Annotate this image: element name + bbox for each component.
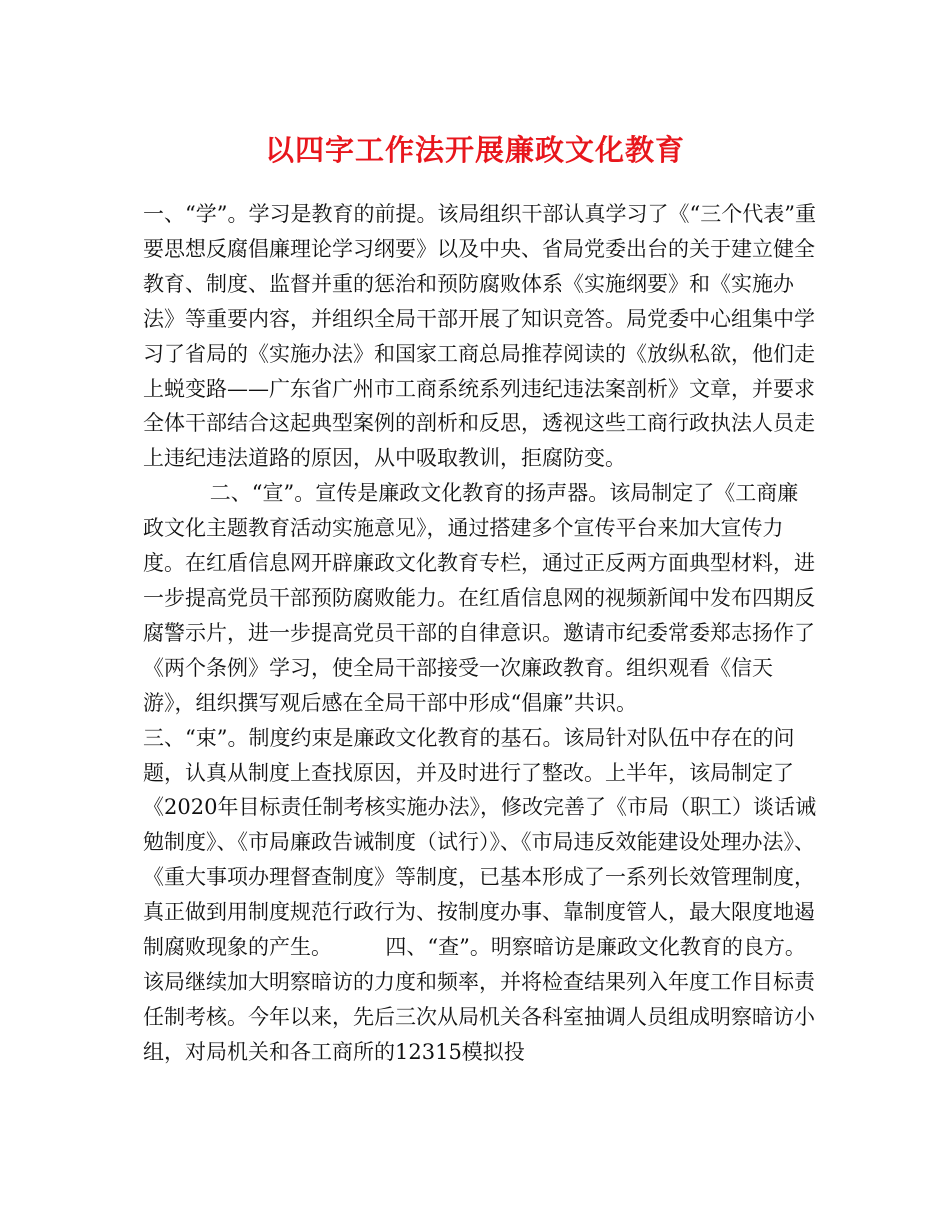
document-body: 一、“学”。学习是教育的前提。该局组织干部认真学习了《“三个代表”重要思想反腐倡廉理论学习纲要》以及中央、省局党委出台的关于建立健全教育、制度、监督并重的惩治和预防腐败体系《实施纲要》和《实施办法》等重要内容，并组织全局干部开展了知识竞答。局党委中心组集中学习了省局的《实施办法》和国家工商总局推荐阅读的《放纵私欲，他们走上蜕变路——广东省广州市工商系统系列违纪违法案剖析》文章，并要求全体干部结合这起典型案例的剖析和反思，透视这些工商行政执法人员走上违纪违法道路的原因，从中吸取教训，拒腐防变。 二、“宣”。宣传是廉政文化教育的扬声器。该局制定了《工商廉政文化主题教育活动实施意见》，通过搭建多个宣传平台来加大宣传力度。在红盾信息网开辟廉政文化教育专栏，通过正反两方面典型材料，进一步提高党员干部预防腐败能力。在红盾信息网的视频新闻中发布四期反腐警示片，进一步提高党员干部的自律意识。邀请市纪委常委郑志扬作了《两个条例》学习，使全局干部接受一次廉政教育。组织观看《信天游》，组织撰写观后感在全局干部中形成“倡廉”共识。 三、“束”。制度约束是廉政文化教育的基石。该局针对队伍中存在的问题，认真从制度上查找原因，并及时进行了整改。上半年，该局制定了《2020年目标责任制考核实施办法》，修改完善了《市局（职工）谈话诫勉制度》、《市局廉政告诫制度（试行）》、《市局违反效能建设处理办法》、《重大事项办理督查制度》等制度，已基本形成了一系列长效管理制度，真正做到用制度规范行政行为、按制度办事、靠制度管人，最大限度地遏制腐败现象的产生。 四、“查”。明察暗访是廉政文化教育的良方。该局继续加大明察暗访的力度和频率，并将检查结果列入年度工作目标责任制考核。今年以来，先后三次从局机关各科室抽调人员组成明察暗访小组，对局机关和各工商所的12315模拟投	[143, 202, 816, 1064]
document-title: 以四字工作法开展廉政文化教育	[264, 133, 685, 167]
